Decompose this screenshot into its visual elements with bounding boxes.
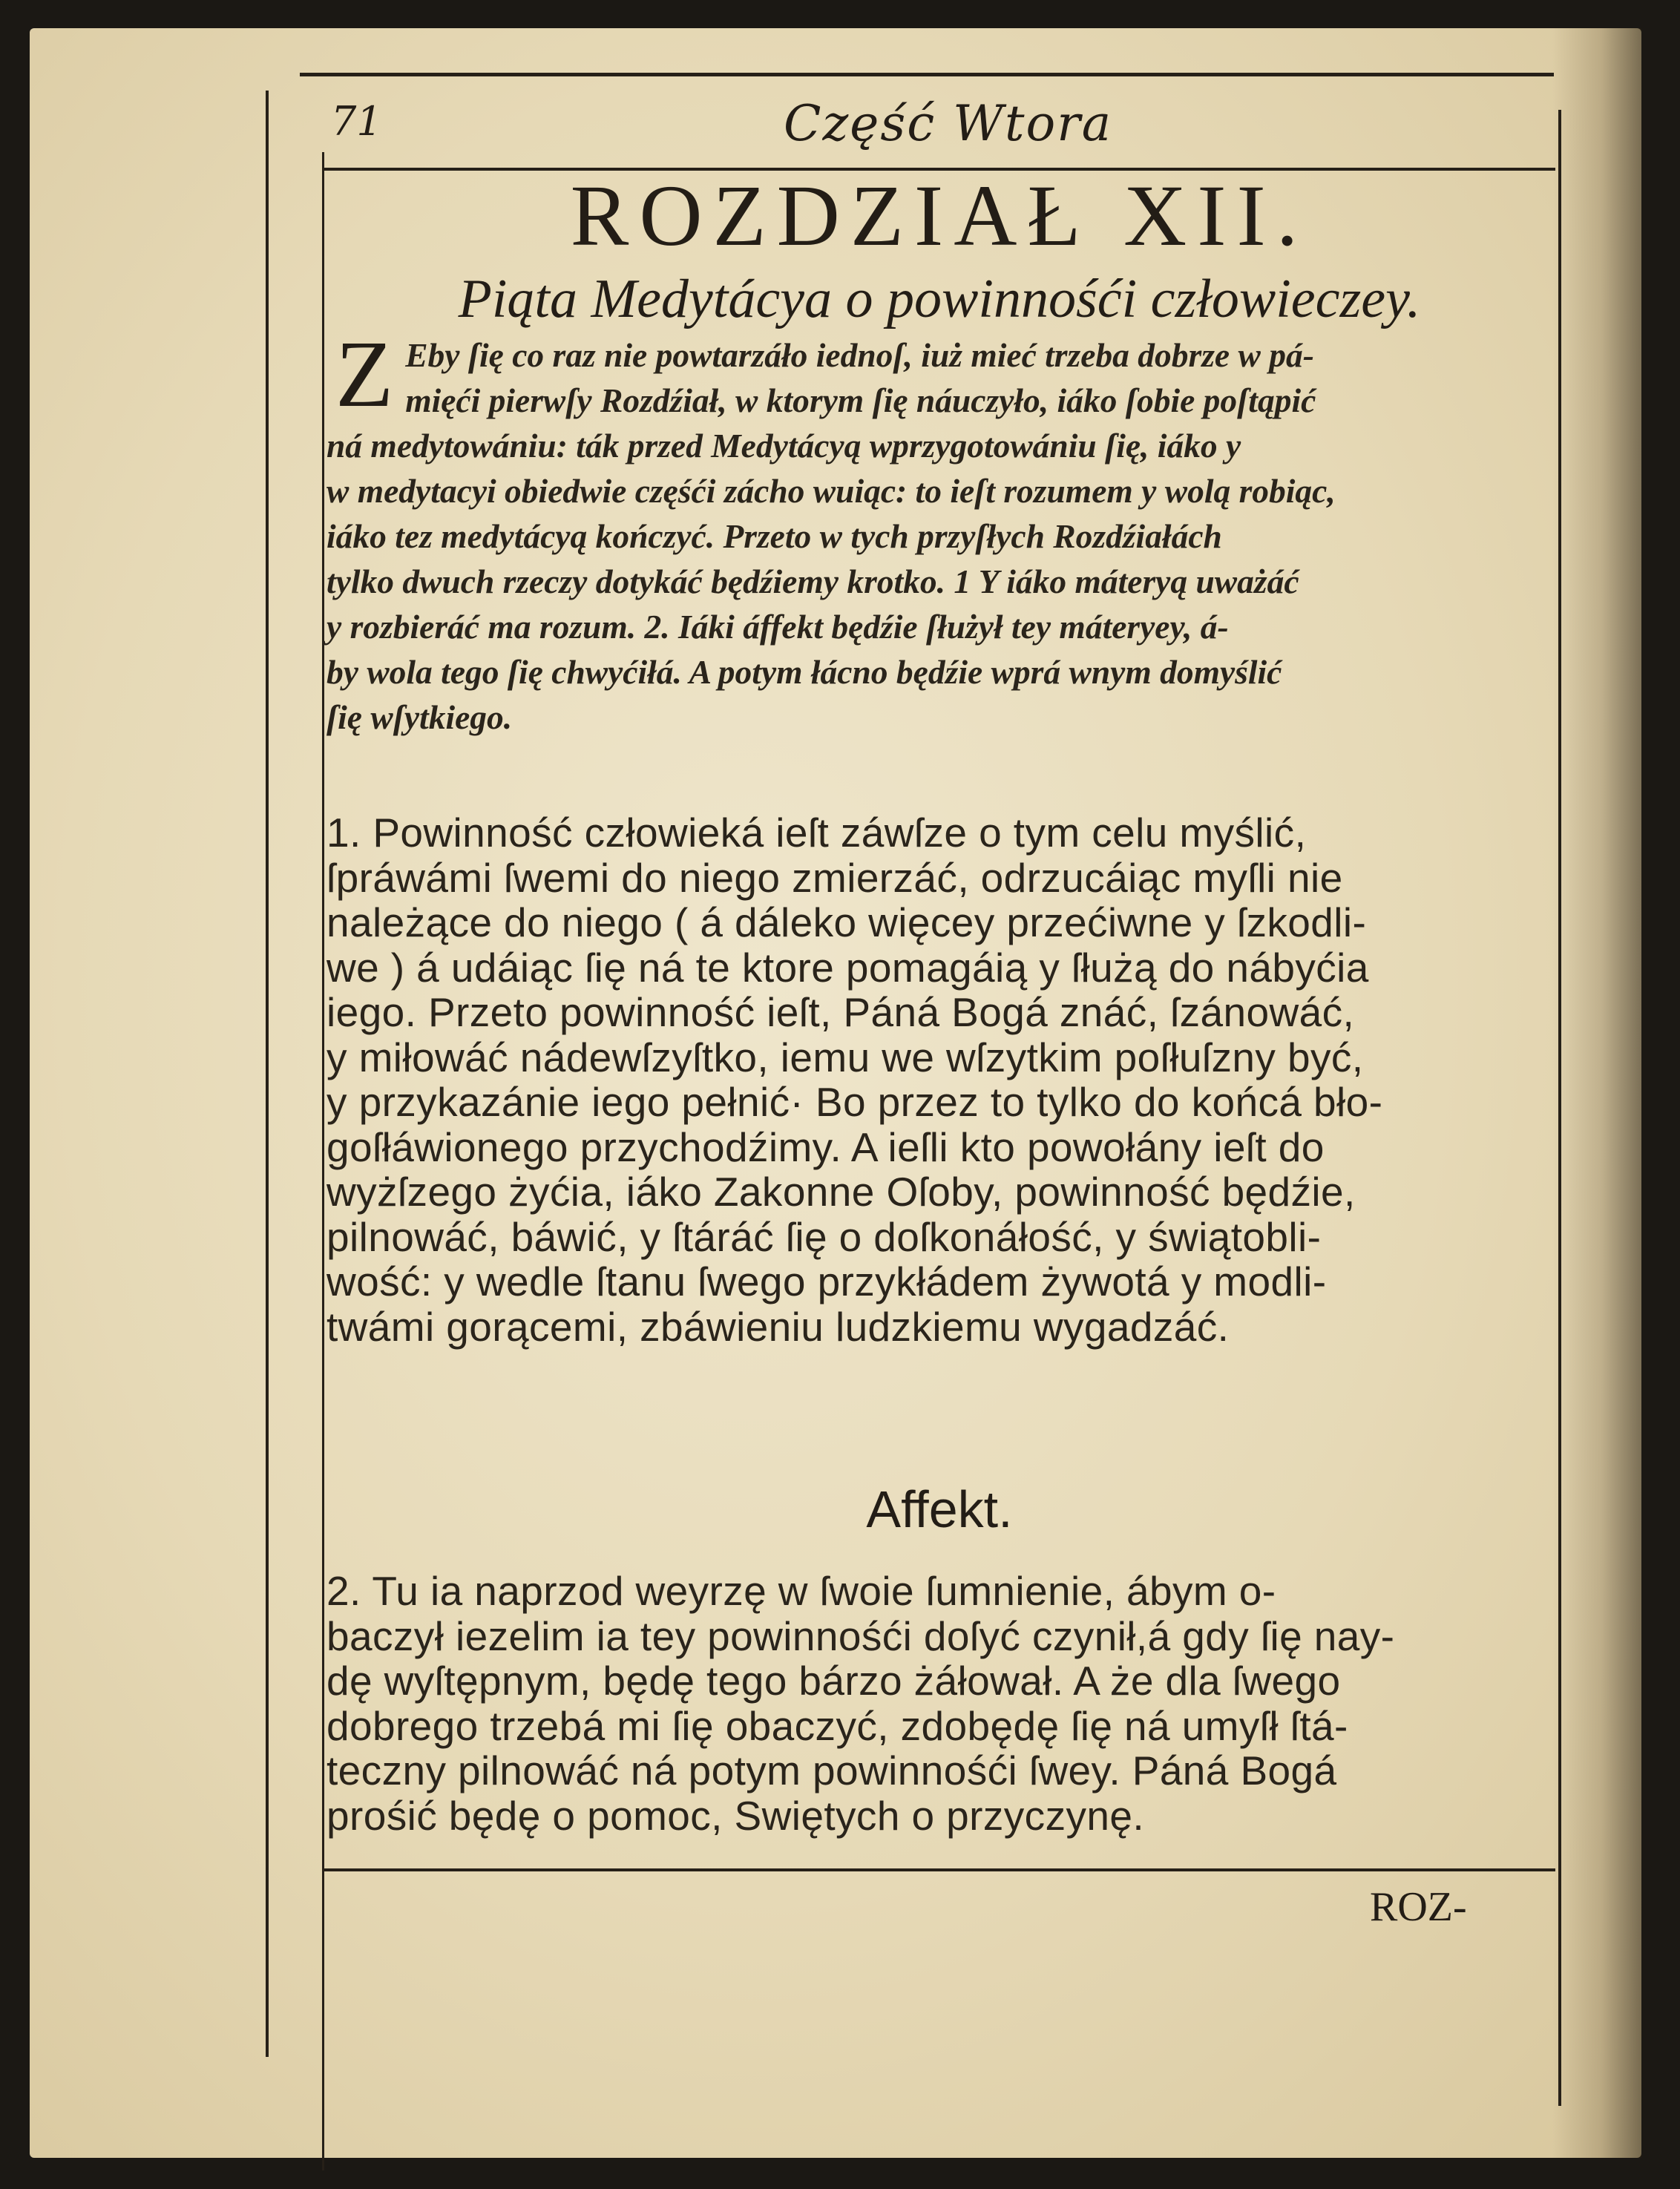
paragraph-line: twámi gorącemi, zbáwieniu ludzkiemu wygadzáć. — [327, 1303, 1230, 1350]
running-head — [331, 88, 1548, 154]
intro-line: y rozbieráć ma rozum. 2. Iáki áffekt będźie ſłużył tey máteryey, á- — [327, 608, 1229, 646]
paragraph-line: należące do niego ( á dáleko więcey przećiwne y ſzkodli- — [327, 899, 1367, 945]
paragraph-line: ſpráwámi ſwemi do niego zmierzáć, odrzucáiąc myſli nie — [327, 854, 1343, 901]
chapter-subtitle: Piąta Medytácya o powinnośći człowieczey. — [458, 269, 1421, 329]
paragraph-line: dę wyſtępnym, będę tego bárzo żáłował. A że dla ſwego — [327, 1658, 1341, 1704]
intro-line: Eby ſię co raz nie powtarzáło iednoſ, iuż mieć trzeba dobrze w pá- — [405, 336, 1314, 374]
paragraph-line: goſłáwionego przychodźimy. A ieſli kto powołány ieſt do — [327, 1123, 1325, 1170]
catchword: ROZ- — [1370, 1884, 1467, 1930]
intro-line: tylko dwuch rzeczy dotykáć będźiemy krotko. 1 Y iáko máteryą uważáć — [327, 562, 1299, 600]
paragraph-line: prośić będę o pomoc, Swiętych o przyczynę. — [327, 1792, 1145, 1839]
paragraph-line: wość: y wedle ſtanu ſwego przykłádem żywotá y modli- — [327, 1258, 1327, 1304]
paragraph-2 — [327, 1569, 1558, 1838]
outer-left-frame-line — [266, 91, 269, 2057]
paragraph-line: wyżſzego żyćia, iáko Zakonne Oſoby, powinność będźie, — [327, 1169, 1356, 1215]
paragraph-line: y przykazánie iego pełnić· Bo przez to tylko do końcá bło- — [327, 1079, 1383, 1125]
paragraph-line: 2. Tu ia naprzod weyrzę w ſwoie ſumnienie, ábym o- — [327, 1568, 1276, 1614]
top-frame-rule — [300, 73, 1554, 76]
intro-line: mięći pierwſy Rozdźiał, w ktorym ſię náuczyło, iáko ſobie poſtąpić — [405, 381, 1316, 419]
inner-left-frame-line — [322, 152, 324, 2170]
intro-line: by wola tego ſię chwyćiłá. A potym łácno będźie wprá wnym domyślić — [327, 653, 1282, 691]
paragraph-line: dobrego trzebá mi ſię obaczyć, zdobędę ſię ná umyſł ſtá- — [327, 1702, 1348, 1749]
drop-cap: Z — [335, 321, 394, 427]
intro-line: w medytacyi obiedwie częśći zácho wuiąc: to ieſt rozumem y wolą robiąc, — [327, 472, 1336, 510]
page-number: 71 — [331, 98, 382, 145]
paragraph-line: 1. Powinność człowieká ieſt záwſze o tym celu myślić, — [327, 810, 1307, 856]
intro-line: ſię wſytkiego. — [327, 698, 513, 736]
chapter-heading: ROZDZIAŁ XII. — [570, 167, 1309, 264]
paragraph-line: teczny pilnowáć ná potym powinnośći ſwey. Páná Bogá — [327, 1747, 1337, 1793]
intro-line: ná medytowániu: ták przed Medytácyą wprzygotowániu ſię, iáko y — [327, 427, 1241, 465]
intro-paragraph — [327, 321, 1552, 740]
bottom-frame-rule — [324, 1868, 1555, 1871]
running-title: Część Wtora — [784, 95, 1113, 152]
paragraph-1 — [327, 810, 1558, 1349]
paragraph-line: y miłowáć nádewſzyſtko, iemu we wſzytkim poſłuſzny być, — [327, 1034, 1364, 1080]
paragraph-line: we ) á udáiąc ſię ná te ktore pomagáią y ſłużą do nábyćia — [327, 944, 1369, 991]
paragraph-line: baczył iezelim ia tey powinnośći doſyć czynił,á gdy ſię nay- — [327, 1612, 1395, 1659]
intro-line: iáko tez medytácyą kończyć. Przeto w tych przyſłych Rozdźiałách — [327, 517, 1222, 555]
section-heading: Affekt. — [866, 1480, 1013, 1538]
paragraph-line: iego. Przeto powinność ieſt, Páná Bogá znáć, ſzánowáć, — [327, 989, 1355, 1035]
right-frame-line — [1558, 110, 1561, 2106]
book-gutter-shadow — [1552, 28, 1641, 2158]
paragraph-line: pilnowáć, báwić, y ſtáráć ſię o doſkonáłość, y świątobli- — [327, 1213, 1322, 1260]
